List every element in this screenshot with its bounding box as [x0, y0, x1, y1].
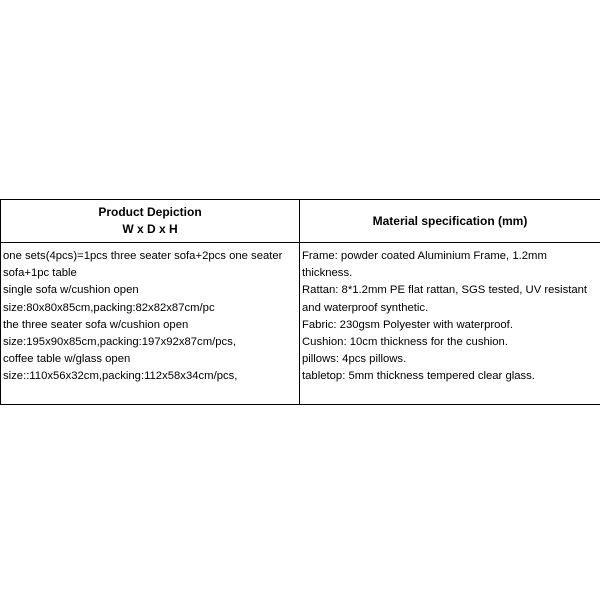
table-row [1, 243, 600, 405]
material-line: Fabric: 230gsm Polyester with waterproof. [302, 318, 513, 331]
product-line: one sets(4pcs)=1pcs three seater sofa+2pcs one seater [3, 250, 283, 262]
product-depiction-cell [1, 243, 300, 405]
header-dimensions: W x D x H [122, 222, 178, 236]
material-line: thickness. [302, 267, 353, 280]
product-line: size:195x90x85cm,packing:197x92x87cm/pcs, [3, 336, 236, 349]
header-material-specification [300, 200, 600, 243]
material-specification-cell [300, 243, 600, 405]
product-line: size:80x80x85cm,packing:82x82x87cm/pc [3, 301, 215, 314]
spec-table [0, 199, 600, 405]
header-material-title: Material specification (mm) [372, 213, 528, 228]
product-line: size::110x56x32cm,packing:112x58x34cm/pcs, [3, 370, 238, 383]
material-line: Cushion: 10cm thickness for the cushion. [302, 336, 508, 349]
product-line: single sofa w/cushion open [3, 284, 139, 297]
product-line: the three seater sofa w/cushion open [3, 318, 189, 331]
material-line: Frame: powder coated Aluminium Frame, 1.2mm [302, 250, 547, 262]
product-line: coffee table w/glass open [3, 353, 131, 366]
material-line: tabletop: 5mm thickness tempered clear glass. [302, 370, 535, 383]
material-line: Rattan: 8*1.2mm PE flat rattan, SGS tested, UV resistant [302, 284, 588, 297]
material-line: and waterproof synthetic. [302, 301, 429, 314]
table-header-row [1, 200, 600, 243]
product-line: sofa+1pc table [3, 267, 77, 280]
header-product-title: Product Depiction [98, 205, 202, 219]
material-line: pillows: 4pcs pillows. [302, 353, 407, 366]
header-product-depiction [1, 200, 300, 243]
